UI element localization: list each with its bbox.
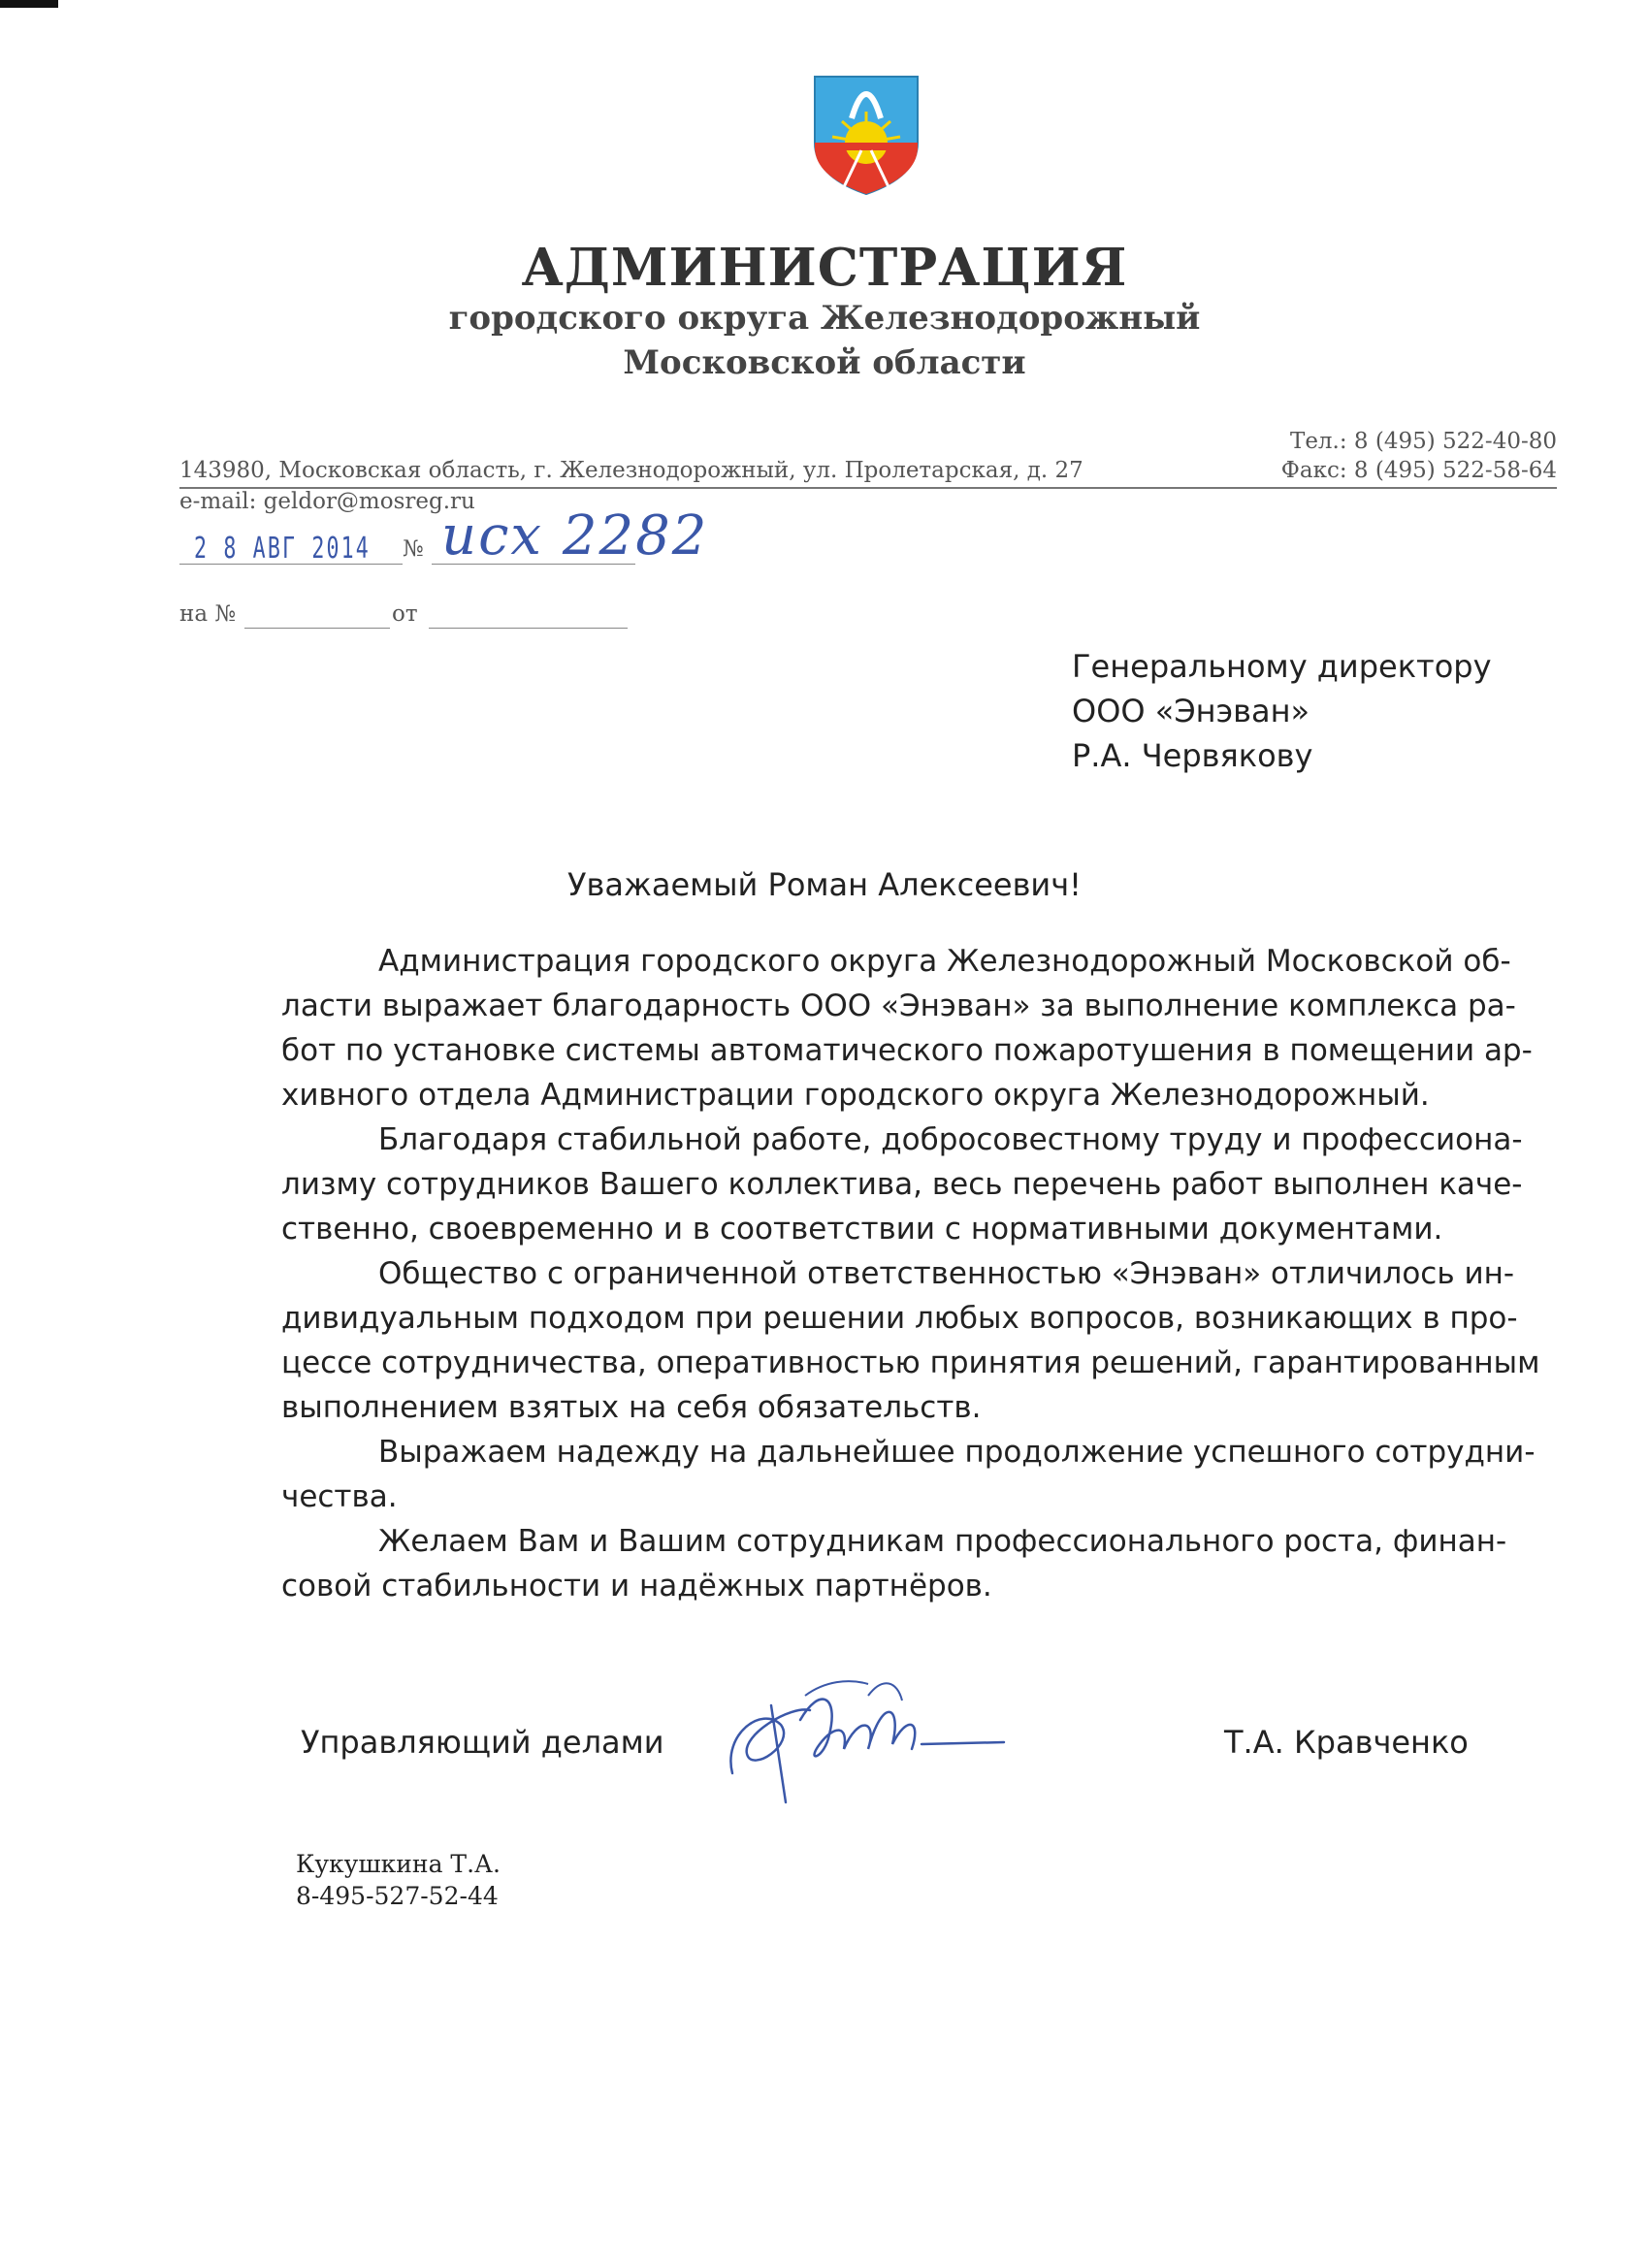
header-title: АДМИНИСТРАЦИЯ [521, 238, 1128, 298]
recipient-position: Генеральному директору [1072, 648, 1492, 685]
body-line: выполнением взятых на себя обязательств. [281, 1390, 982, 1425]
header-subtitle-2: Московской области [623, 343, 1026, 382]
body-line: совой стабильности и надёжных партнёров. [281, 1569, 992, 1604]
body-line: цессе сотрудничества, оперативностью принятия решений, гарантированным [281, 1345, 1540, 1380]
reference-number-blank [244, 628, 390, 629]
body-line: Администрация городского округа Железнодорожный Московской об- [378, 944, 1511, 979]
body-line: Общество с ограниченной ответственностью «Энэван» отличилось ин- [378, 1256, 1515, 1291]
executor-name: Кукушкина Т.А. [296, 1850, 501, 1878]
executor-phone: 8-495-527-52-44 [296, 1882, 499, 1910]
body-line: Желаем Вам и Вашим сотрудникам профессионального роста, финан- [378, 1524, 1507, 1559]
reference-number-label: на № [179, 601, 237, 627]
coat-of-arms-emblem [813, 75, 920, 196]
body-line: чества. [281, 1479, 398, 1514]
recipient-name: Р.А. Червякову [1072, 737, 1313, 774]
letter-body [281, 939, 1542, 1608]
recipient-company: ООО «Энэван» [1072, 693, 1310, 729]
body-line: бот по установке системы автоматического пожаротушения в помещении ар- [281, 1033, 1533, 1068]
salutation: Уважаемый Роман Алексеевич! [567, 866, 1082, 903]
header-subtitle-1: городского округа Железнодорожный [448, 299, 1201, 338]
fax-number: Факс: 8 (495) 522-58-64 [1280, 458, 1557, 483]
signatory-position: Управляющий делами [301, 1724, 664, 1761]
reference-date-label: от [392, 601, 418, 627]
number-label: № [403, 536, 424, 562]
body-line: лизму сотрудников Вашего коллектива, весь перечень работ выполнен каче- [281, 1167, 1523, 1202]
email-address: e-mail: geldor@mosreg.ru [179, 489, 475, 514]
body-line: дивидуальным подходом при решении любых вопросов, возникающих в про- [281, 1301, 1518, 1336]
body-line: Выражаем надежду на дальнейшее продолжение успешного сотрудни- [378, 1435, 1536, 1470]
reference-date-blank [429, 628, 628, 629]
body-line: ственно, своевременно и в соответствии с нормативными документами. [281, 1212, 1443, 1247]
body-line: хивного отдела Администрации городского округа Железнодорожный. [281, 1078, 1430, 1113]
postal-address: 143980, Московская область, г. Железнодорожный, ул. Пролетарская, д. 27 [179, 458, 1083, 483]
outgoing-number-handwritten: исх 2282 [441, 504, 709, 567]
signatory-name: Т.А. Кравченко [1224, 1724, 1469, 1761]
scan-artifact [0, 0, 58, 8]
date-stamp: 2 8 АВГ 2014 [194, 532, 371, 566]
phone-number: Тел.: 8 (495) 522-40-80 [1289, 429, 1557, 454]
handwritten-signature [713, 1667, 1023, 1812]
body-line: Благодаря стабильной работе, добросовестному труду и профессиона- [378, 1122, 1523, 1157]
body-line: ласти выражает благодарность ООО «Энэван» за выполнение комплекса ра- [281, 988, 1516, 1023]
